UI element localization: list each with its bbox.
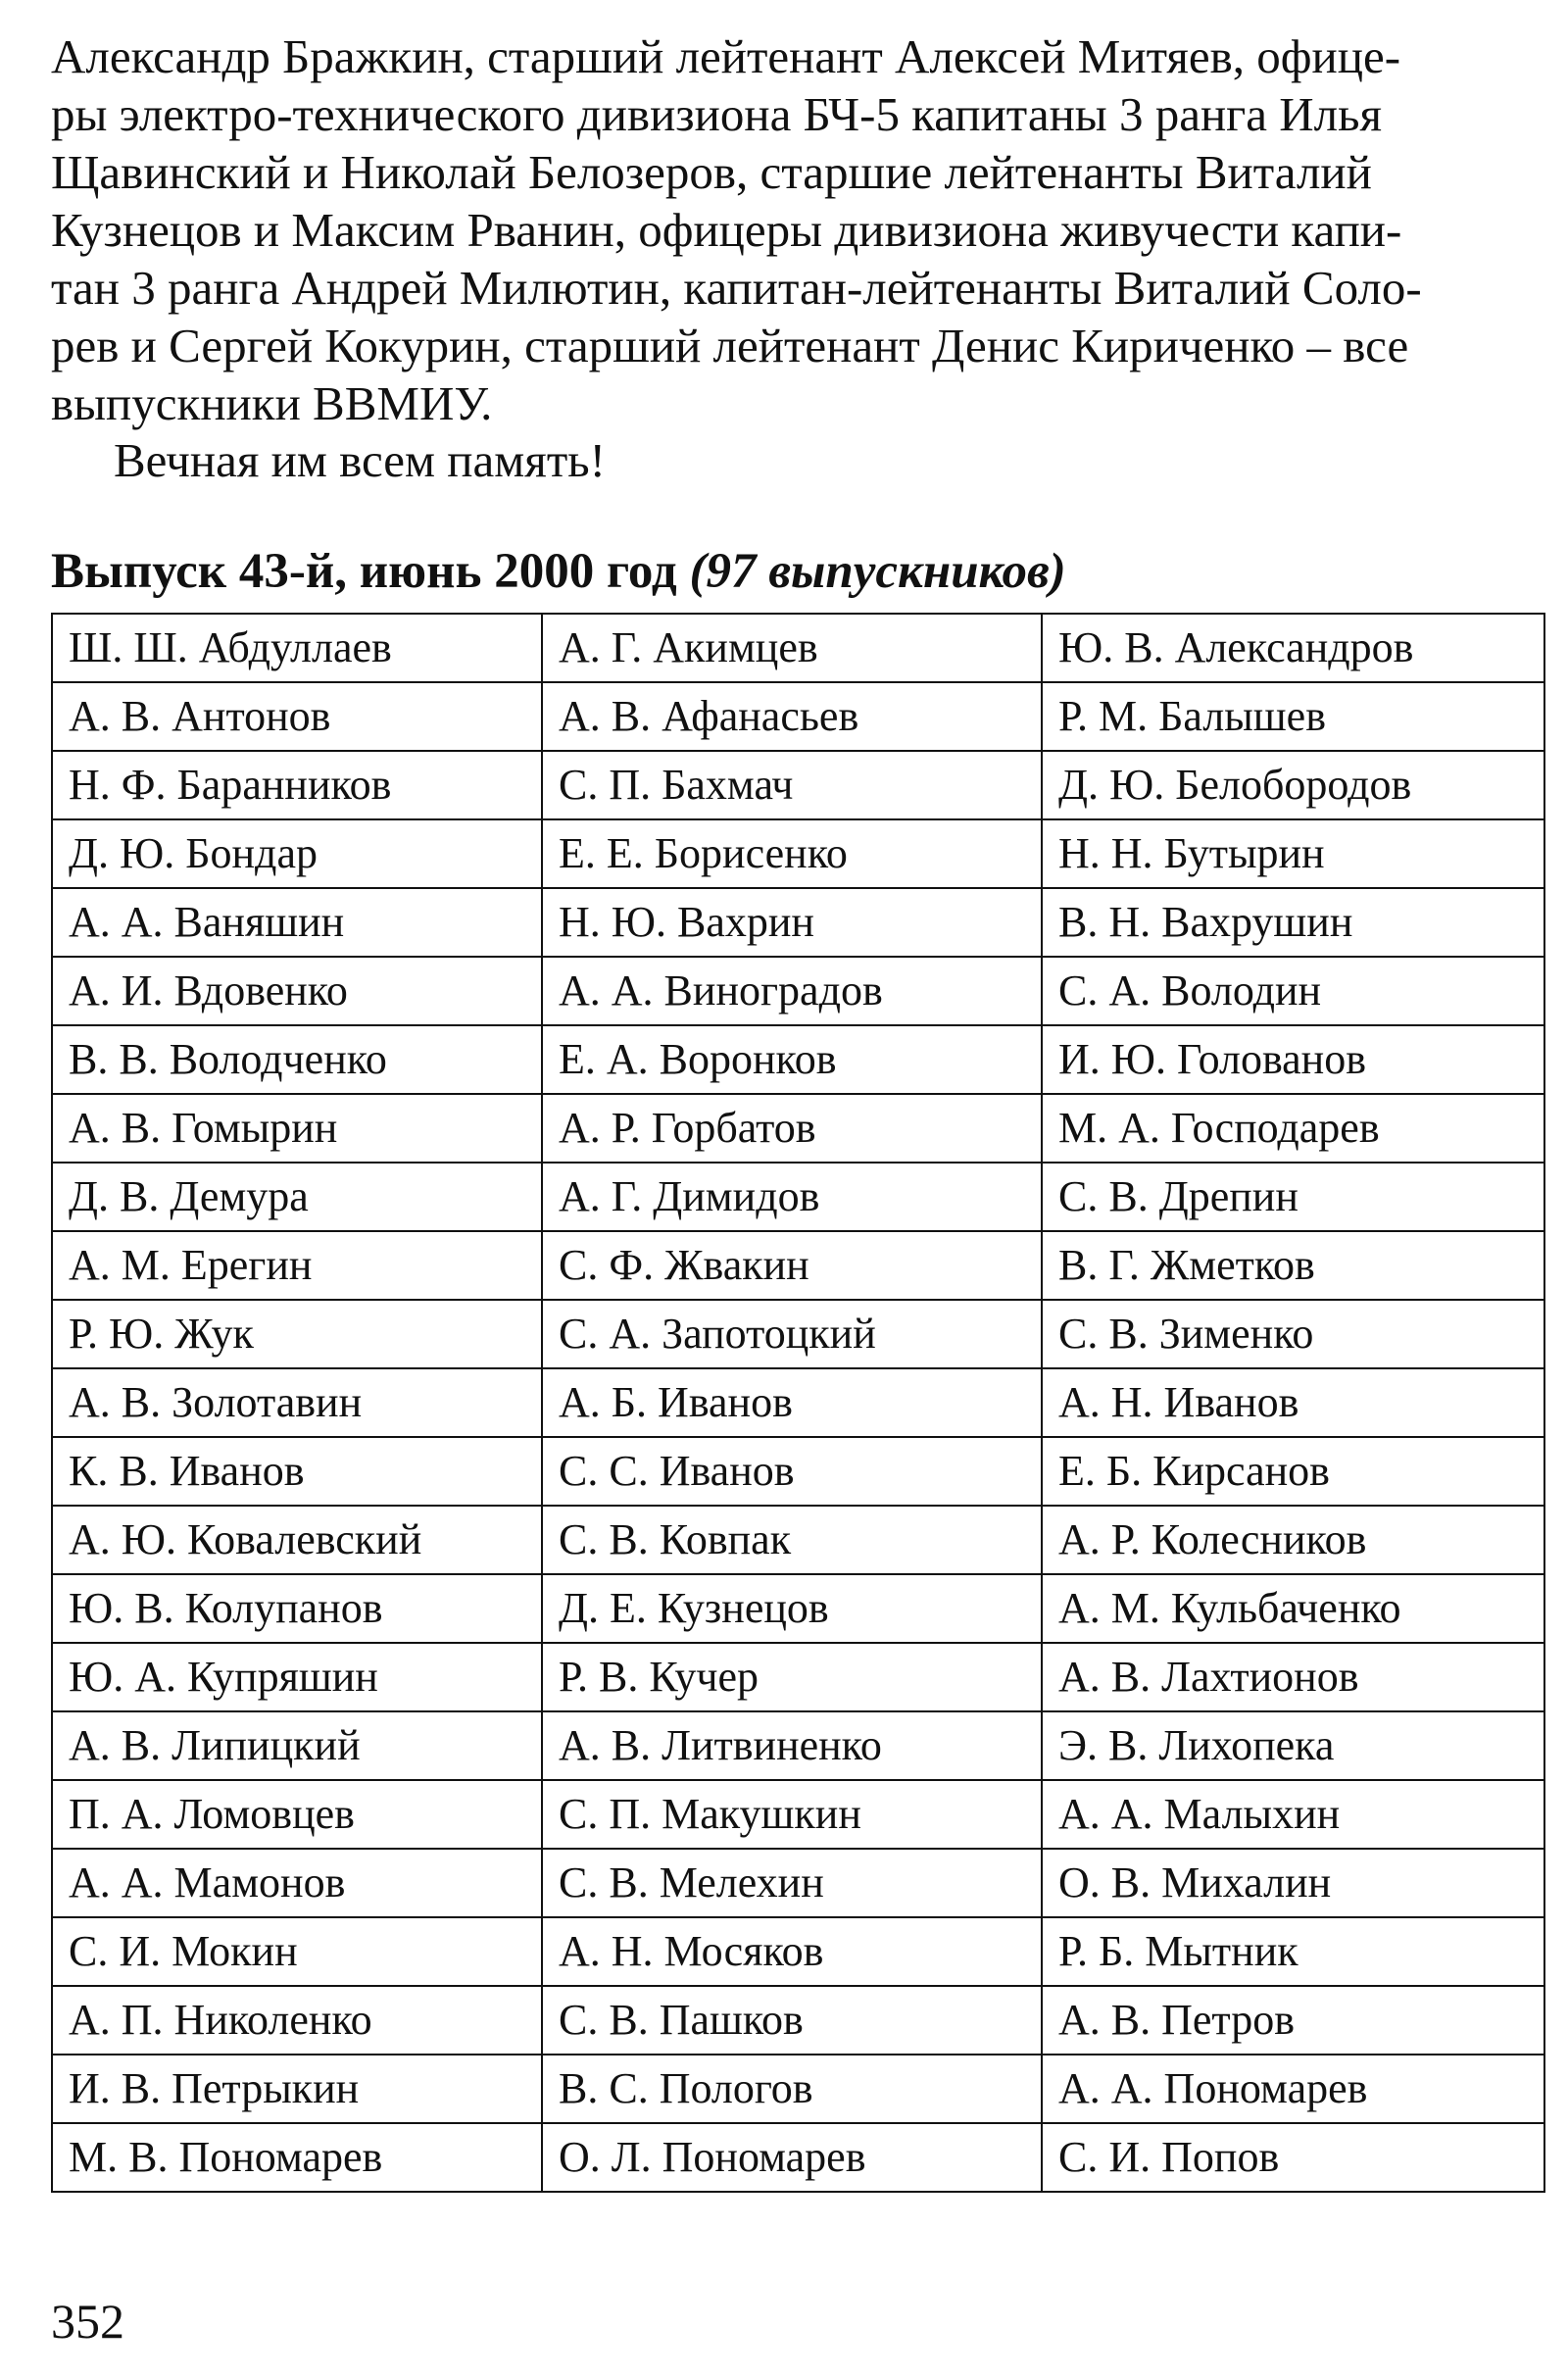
table-row xyxy=(52,1917,1544,1986)
graduate-name-cell: А. Р. Колесников xyxy=(1042,1506,1544,1574)
graduate-name-cell: Е. Е. Борисенко xyxy=(542,819,1042,888)
graduate-name-cell: А. П. Николенко xyxy=(52,1986,542,2055)
graduate-name-cell: А. А. Виноградов xyxy=(542,957,1042,1025)
intro-paragraph xyxy=(51,27,1548,432)
graduate-name-cell: А. В. Гомырин xyxy=(52,1094,542,1163)
graduate-name-cell: Р. Ю. Жук xyxy=(52,1300,542,1368)
graduate-name-cell: Д. В. Демура xyxy=(52,1163,542,1231)
table-row xyxy=(52,1094,1544,1163)
graduate-name-cell: А. А. Мамонов xyxy=(52,1849,542,1917)
graduates-table xyxy=(51,613,1545,2193)
graduate-name-cell: А. А. Пономарев xyxy=(1042,2055,1544,2123)
graduate-name-cell: А. М. Кульбаченко xyxy=(1042,1574,1544,1643)
graduate-name-cell: С. В. Дрепин xyxy=(1042,1163,1544,1231)
table-row xyxy=(52,819,1544,888)
graduate-name-cell: Р. В. Кучер xyxy=(542,1643,1042,1711)
table-row xyxy=(52,751,1544,819)
graduate-name-cell: С. С. Иванов xyxy=(542,1437,1042,1506)
graduate-name-cell: Р. М. Балышев xyxy=(1042,682,1544,751)
graduate-name-cell: С. И. Попов xyxy=(1042,2123,1544,2192)
graduate-name-cell: С. А. Запотоцкий xyxy=(542,1300,1042,1368)
table-row xyxy=(52,614,1544,682)
graduate-name-cell: М. В. Пономарев xyxy=(52,2123,542,2192)
table-row xyxy=(52,888,1544,957)
graduate-name-cell: А. Ю. Ковалевский xyxy=(52,1506,542,1574)
table-row xyxy=(52,1437,1544,1506)
graduate-name-cell: М. А. Господарев xyxy=(1042,1094,1544,1163)
graduate-name-cell: С. И. Мокин xyxy=(52,1917,542,1986)
graduate-name-cell: Е. Б. Кирсанов xyxy=(1042,1437,1544,1506)
graduate-name-cell: А. А. Ваняшин xyxy=(52,888,542,957)
graduate-name-cell: Е. А. Воронков xyxy=(542,1025,1042,1094)
table-row xyxy=(52,1849,1544,1917)
graduate-name-cell: А. А. Малыхин xyxy=(1042,1780,1544,1849)
table-row xyxy=(52,1711,1544,1780)
intro-line: Александр Бражкин, старший лейтенант Алексей Митяев, офице- xyxy=(51,29,1401,83)
intro-line: выпускники ВВМИУ. xyxy=(51,376,493,430)
graduate-name-cell: Ю. В. Александров xyxy=(1042,614,1544,682)
intro-line: ры электро-технического дивизиона БЧ-5 капитаны 3 ранга Илья xyxy=(51,87,1383,141)
memorial-line: Вечная им всем память! xyxy=(114,433,606,487)
table-row xyxy=(52,1574,1544,1643)
graduate-name-cell: А. В. Афанасьев xyxy=(542,682,1042,751)
graduate-name-cell: С. В. Ковпак xyxy=(542,1506,1042,1574)
section-heading-title: Выпуск 43-й, июнь 2000 год xyxy=(51,544,677,599)
graduate-name-cell: Д. Е. Кузнецов xyxy=(542,1574,1042,1643)
graduate-name-cell: Ю. В. Колупанов xyxy=(52,1574,542,1643)
table-row xyxy=(52,1780,1544,1849)
graduate-name-cell: С. П. Макушкин xyxy=(542,1780,1042,1849)
graduate-name-cell: А. И. Вдовенко xyxy=(52,957,542,1025)
graduate-name-cell: А. Г. Акимцев xyxy=(542,614,1042,682)
graduate-name-cell: С. Ф. Жвакин xyxy=(542,1231,1042,1300)
graduate-name-cell: С. В. Зименко xyxy=(1042,1300,1544,1368)
intro-line: Щавинский и Николай Белозеров, старшие лейтенанты Виталий xyxy=(51,145,1372,199)
table-row xyxy=(52,1300,1544,1368)
graduate-name-cell: С. В. Пашков xyxy=(542,1986,1042,2055)
intro-line: тан 3 ранга Андрей Милютин, капитан-лейтенанты Виталий Соло- xyxy=(51,261,1422,315)
graduate-name-cell: В. Г. Жметков xyxy=(1042,1231,1544,1300)
graduate-name-cell: В. С. Пологов xyxy=(542,2055,1042,2123)
graduate-name-cell: А. В. Литвиненко xyxy=(542,1711,1042,1780)
table-row xyxy=(52,957,1544,1025)
table-row xyxy=(52,1163,1544,1231)
graduate-name-cell: С. А. Володин xyxy=(1042,957,1544,1025)
graduate-name-cell: В. Н. Вахрушин xyxy=(1042,888,1544,957)
graduate-name-cell: А. В. Золотавин xyxy=(52,1368,542,1437)
graduates-table-body xyxy=(52,614,1544,2192)
graduate-name-cell: А. Н. Иванов xyxy=(1042,1368,1544,1437)
table-row xyxy=(52,682,1544,751)
graduate-name-cell: Н. Ф. Баранников xyxy=(52,751,542,819)
graduate-name-cell: А. В. Лахтионов xyxy=(1042,1643,1544,1711)
graduate-name-cell: В. В. Володченко xyxy=(52,1025,542,1094)
page-number: 352 xyxy=(51,2294,124,2349)
graduate-name-cell: А. Г. Димидов xyxy=(542,1163,1042,1231)
graduate-name-cell: А. Б. Иванов xyxy=(542,1368,1042,1437)
graduate-name-cell: Н. Н. Бутырин xyxy=(1042,819,1544,888)
graduate-name-cell: И. Ю. Голованов xyxy=(1042,1025,1544,1094)
graduate-name-cell: Ш. Ш. Абдуллаев xyxy=(52,614,542,682)
graduate-name-cell: Р. Б. Мытник xyxy=(1042,1917,1544,1986)
graduate-name-cell: А. В. Антонов xyxy=(52,682,542,751)
graduate-name-cell: Д. Ю. Бондар xyxy=(52,819,542,888)
table-row xyxy=(52,1231,1544,1300)
section-heading xyxy=(51,542,1066,601)
graduate-name-cell: Н. Ю. Вахрин xyxy=(542,888,1042,957)
table-row xyxy=(52,2055,1544,2123)
graduate-name-cell: А. В. Петров xyxy=(1042,1986,1544,2055)
table-row xyxy=(52,1368,1544,1437)
graduate-name-cell: К. В. Иванов xyxy=(52,1437,542,1506)
graduate-name-cell: А. В. Липицкий xyxy=(52,1711,542,1780)
table-row xyxy=(52,2123,1544,2192)
intro-line: рев и Сергей Кокурин, старший лейтенант Денис Кириченко – все xyxy=(51,319,1409,372)
table-row xyxy=(52,1506,1544,1574)
graduate-name-cell: А. М. Ерегин xyxy=(52,1231,542,1300)
graduate-name-cell: Ю. А. Купряшин xyxy=(52,1643,542,1711)
graduate-name-cell: С. П. Бахмач xyxy=(542,751,1042,819)
graduate-name-cell: Э. В. Лихопека xyxy=(1042,1711,1544,1780)
graduate-name-cell: А. Р. Горбатов xyxy=(542,1094,1042,1163)
graduate-name-cell: П. А. Ломовцев xyxy=(52,1780,542,1849)
graduate-name-cell: С. В. Мелехин xyxy=(542,1849,1042,1917)
table-row xyxy=(52,1643,1544,1711)
graduate-name-cell: О. В. Михалин xyxy=(1042,1849,1544,1917)
graduate-count: (97 выпускников) xyxy=(689,544,1066,599)
graduate-name-cell: А. Н. Мосяков xyxy=(542,1917,1042,1986)
graduate-name-cell: Д. Ю. Белобородов xyxy=(1042,751,1544,819)
graduate-name-cell: И. В. Петрыкин xyxy=(52,2055,542,2123)
graduate-name-cell: О. Л. Пономарев xyxy=(542,2123,1042,2192)
intro-line: Кузнецов и Максим Рванин, офицеры дивизиона живучести капи- xyxy=(51,203,1402,257)
table-row xyxy=(52,1986,1544,2055)
table-row xyxy=(52,1025,1544,1094)
